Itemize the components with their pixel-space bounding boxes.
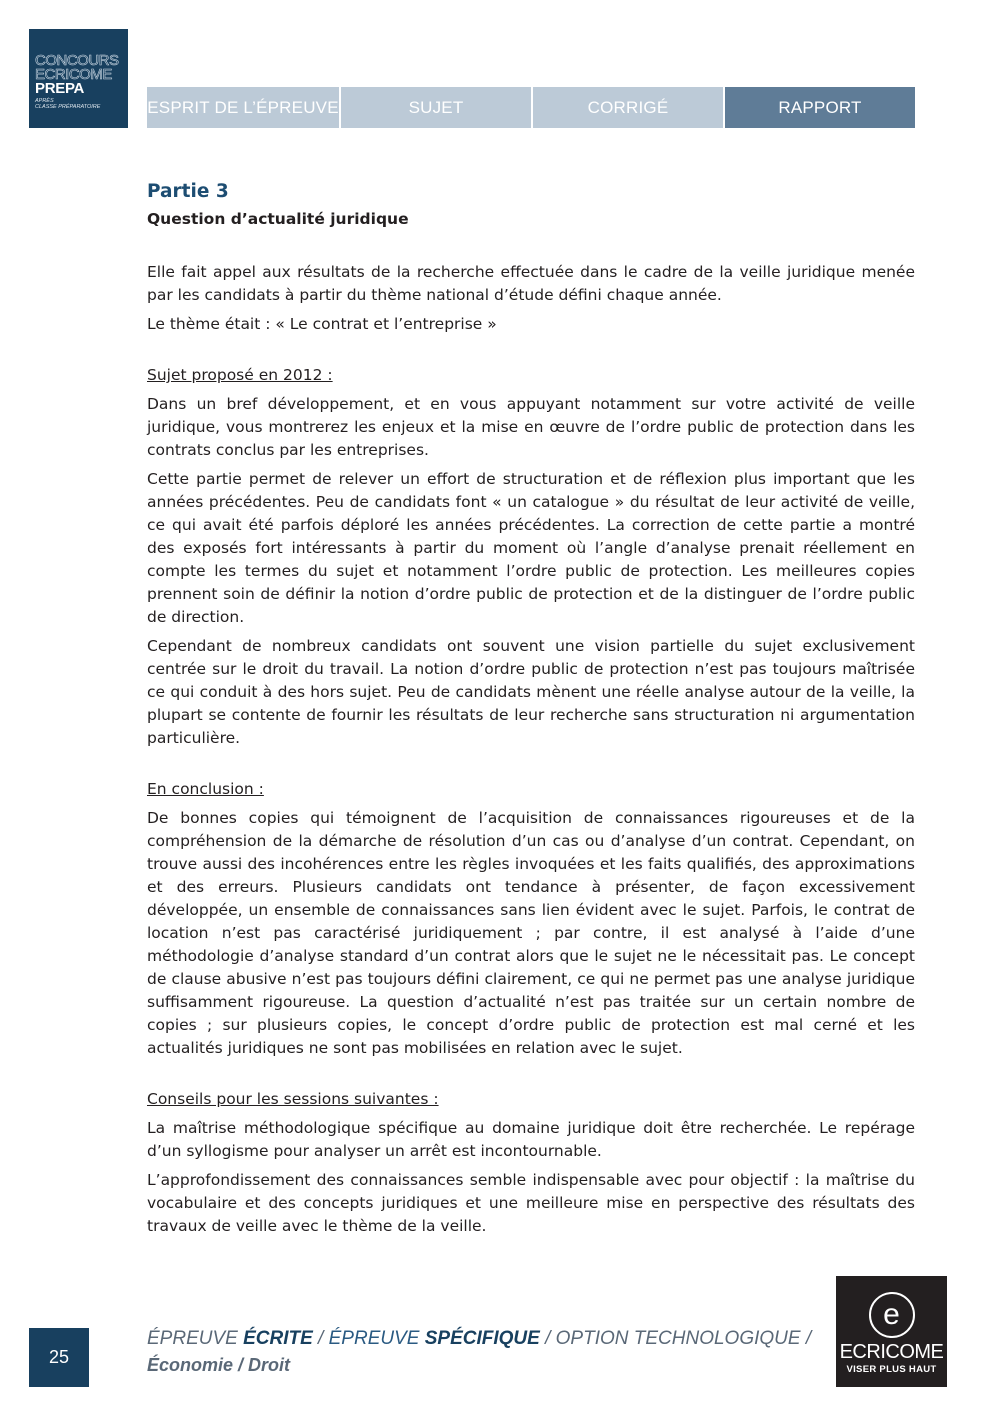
conseils-heading: Conseils pour les sessions suivantes : xyxy=(147,1090,439,1108)
page-number: 25 xyxy=(29,1328,89,1387)
conclusion-paragraph: De bonnes copies qui témoignent de l’acquisition de connaissances rigoureuses et de la compréhension de la démarche de résolution d’un cas ou d’analyse d’un contrat. Cependant, on trouve aussi des incohérences entre les règles invoquées et les faits qualifiés, des approximations et des erreurs. Plusieurs candidats ont tendance à présenter, de façon excessivement développée, un ensemble de connaissances sans lien évident avec le sujet. Parfois, le contrat de location n’est pas caractérisé juridiquement ; par contre, il est analysé à l’aide d’une méthodologie d’analyse standard d’un contrat alors que le sujet ne le nécessitait pas. Le concept de clause abusive n’est pas toujours défini clairement, ce qui ne permet pas une analyse juridique suffisamment rigoureuse. La question d’actualité n’est pas traitée sur un certain nombre de copies ; sur plusieurs copies, le concept d’ordre public de protection est mal cerné et les actualités juridiques ne sont pas mobilisées en relation avec le sujet. xyxy=(147,809,915,1057)
sujet-heading: Sujet proposé en 2012 : xyxy=(147,366,333,384)
conseils-paragraph: La maîtrise méthodologique spécifique au domaine juridique doit être recherchée. Le repérage d’un syllogisme pour analyser un arrêt est incontournable. xyxy=(147,1119,915,1160)
sujet-paragraph: Cependant de nombreux candidats ont souvent une vision partielle du sujet exclusivement centrée sur le droit du travail. La notion d’ordre public de protection n’est pas toujours maîtrisée ce qui conduit à des hors sujet. Peu de candidats mènent une réelle analyse autour de la veille, la plupart se contente de fournir les résultats de leur recherche sans structuration ni argumentation particulière. xyxy=(147,637,915,747)
logo-line-ecricome: ECRICOME xyxy=(35,66,112,83)
footer-specifique-label: SPÉCIFIQUE xyxy=(424,1328,540,1349)
brand-name: ECRICOME xyxy=(839,1341,944,1363)
footer-separator: / xyxy=(312,1328,329,1349)
logo-line-concours: CONCOURS xyxy=(35,52,119,69)
conclusion-heading: En conclusion : xyxy=(147,780,264,798)
footer-ecrite-label: ÉCRITE xyxy=(243,1328,313,1349)
logo-line-apres: APRÈS xyxy=(35,98,54,104)
tab-esprit[interactable]: ESPRIT DE L’ÉPREUVE xyxy=(147,87,339,128)
tab-rapport[interactable]: RAPPORT xyxy=(723,87,915,128)
sujet-paragraph: Cette partie permet de relever un effort de structuration et de réflexion plus important que les années précédentes. Peu de candidats font « un catalogue » du résultat de leur activité de veille, ce qui avait été parfois déploré les années précédentes. La correction de cette partie a montré des exposés fort intéressants à partir du moment où l’angle d’analyse prenait réellement en compte les termes du sujet et notamment l’ordre public de protection. Les meilleures copies prennent soin de définir la notion d’ordre public de protection et de la distinguer de l’ordre public de direction. xyxy=(147,470,915,626)
footer-subject-label: Économie / Droit xyxy=(147,1355,291,1375)
section-tabs xyxy=(147,87,915,128)
section-title: Partie 3 xyxy=(147,181,229,202)
conseils-paragraph: L’approfondissement des connaissances semble indispensable avec pour objectif : la maîtrise du vocabulaire et des concepts juridiques et une meilleure mise en perspective des résultats des travaux de veille avec le thème de la veille. xyxy=(147,1171,915,1235)
logo-line-classe: CLASSE PRÉPARATOIRE xyxy=(35,104,101,110)
footer-separator: / xyxy=(539,1328,556,1349)
brand-tagline: VISER PLUS HAUT xyxy=(846,1364,937,1375)
sujet-paragraph: Dans un bref développement, et en vous appuyant notamment sur votre activité de veille juridique, vous montrerez les enjeux et la mise en œuvre de l’ordre public de protection dans les contrats conclus par les entreprises. xyxy=(147,395,915,459)
logo-line-prepa: PREPA xyxy=(35,80,85,97)
main-content xyxy=(147,178,915,1244)
footer-separator: / xyxy=(800,1328,812,1349)
theme-line: Le thème était : « Le contrat et l’entreprise » xyxy=(147,315,497,333)
ecricome-brand-logo xyxy=(836,1276,947,1387)
concours-logo xyxy=(29,29,128,128)
intro-paragraph: Elle fait appel aux résultats de la recherche effectuée dans le cadre de la veille juridique menée par les candidats à partir du thème national d’étude défini chaque année. xyxy=(147,263,915,304)
footer-epreuve-label: ÉPREUVE xyxy=(147,1328,244,1349)
tab-corrige[interactable]: CORRIGÉ xyxy=(531,87,723,128)
ecricome-e-icon: e xyxy=(869,1292,915,1338)
section-subtitle: Question d’actualité juridique xyxy=(147,210,409,228)
tab-sujet[interactable]: SUJET xyxy=(339,87,531,128)
footer-breadcrumb xyxy=(147,1325,812,1378)
footer-epreuve2-label: ÉPREUVE xyxy=(328,1328,425,1349)
footer-option-label: OPTION TECHNOLOGIQUE xyxy=(555,1328,801,1349)
